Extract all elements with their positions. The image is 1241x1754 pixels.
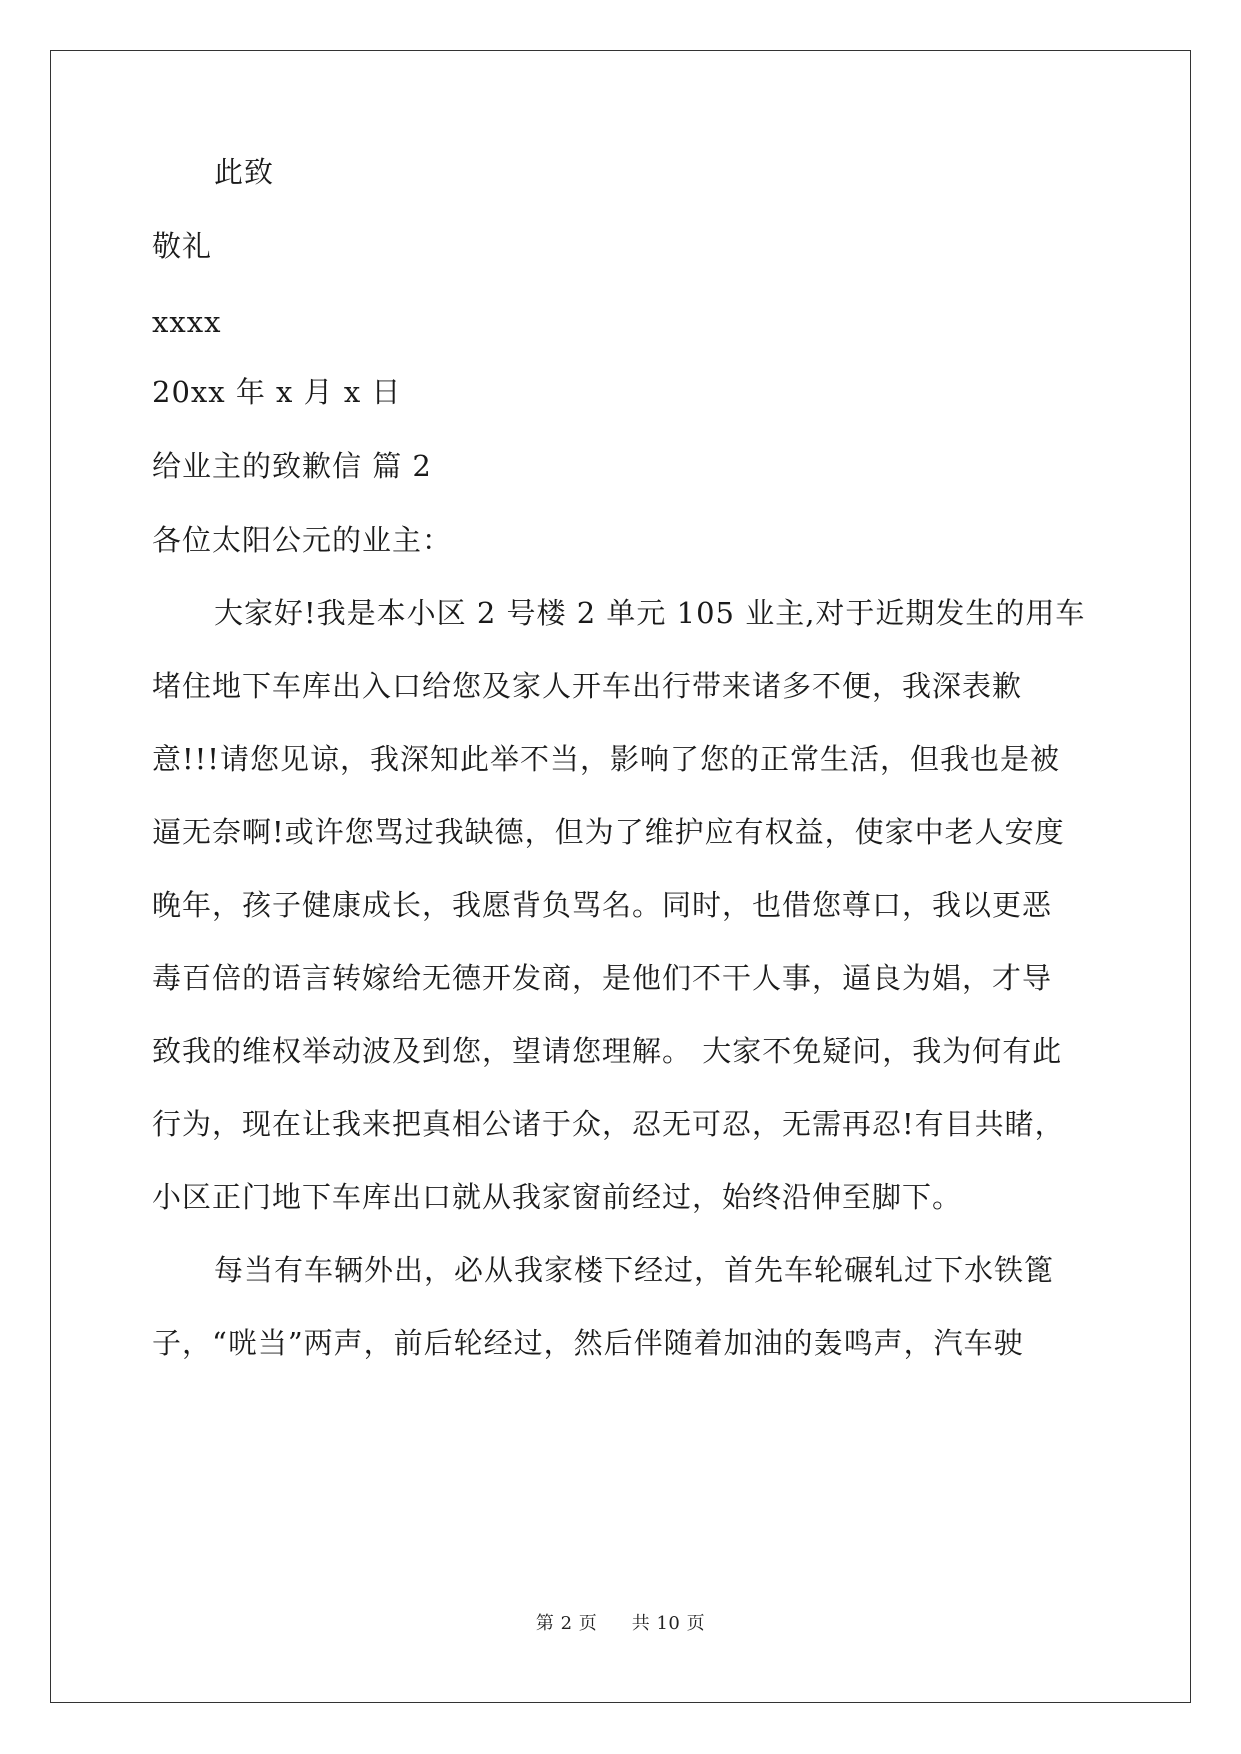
greeting-line: 各位太阳公元的业主： — [152, 523, 453, 557]
paragraph-line: 逼无奈啊!或许您骂过我缺德，但为了维护应有权益，使家中老人安度 — [152, 815, 1065, 849]
salutation-line: 敬礼 — [152, 229, 213, 263]
paragraph-line: 每当有车辆外出，必从我家楼下经过，首先车轮碾轧过下水铁篦 — [214, 1253, 1055, 1287]
page-total: 共 10 页 — [631, 1613, 706, 1634]
paragraph-line: 堵住地下车库出入口给您及家人开车出行带来诸多不便，我深表歉 — [152, 669, 1023, 703]
paragraph-line: 毒百倍的语言转嫁给无德开发商，是他们不干人事，逼良为娼，才导 — [152, 961, 1053, 995]
paragraph-line: 晚年，孩子健康成长，我愿背负骂名。同时，也借您尊口，我以更恶 — [152, 888, 1053, 922]
paragraph-line: 子，“咣当”两声，前后轮经过，然后伴随着加油的轰鸣声，汽车驶 — [152, 1326, 1024, 1360]
page-border — [50, 50, 1191, 1703]
page-number: 第 2 页 — [535, 1613, 598, 1634]
paragraph-line: 大家好!我是本小区 2 号楼 2 单元 105 业主,对于近期发生的用车 — [214, 596, 1086, 630]
paragraph-line: 行为，现在让我来把真相公诸于众，忍无可忍，无需再忍!有目共睹， — [152, 1107, 1065, 1141]
date-line: 20xx 年 x 月 x 日 — [152, 375, 402, 409]
closing-line: 此致 — [214, 155, 275, 189]
section-title: 给业主的致歉信 篇 2 — [152, 449, 432, 483]
paragraph-line: 小区正门地下车库出口就从我家窗前经过，始终沿伸至脚下。 — [152, 1180, 963, 1214]
page-footer — [0, 1612, 1241, 1636]
signature-line: xxxx — [152, 305, 222, 339]
paragraph-line: 意!!!请您见谅，我深知此举不当，影响了您的正常生活，但我也是被 — [152, 742, 1060, 776]
paragraph-line: 致我的维权举动波及到您，望请您理解。 大家不免疑问，我为何有此 — [152, 1034, 1063, 1068]
